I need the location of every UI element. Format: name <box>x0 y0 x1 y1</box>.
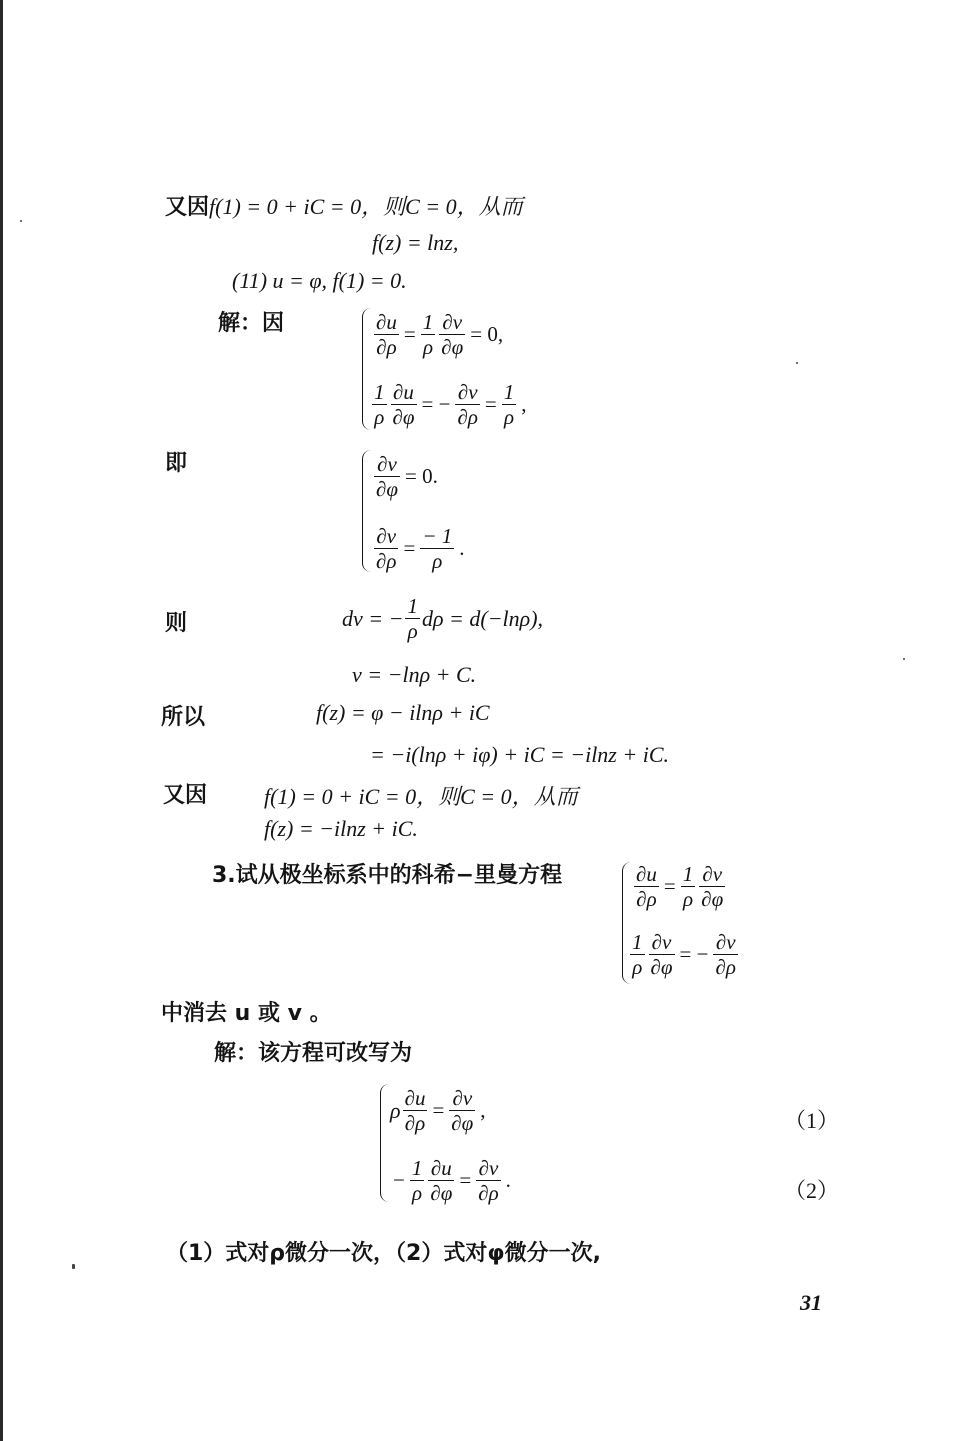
math-fz-lnz: f(z) = lnz, <box>372 230 459 255</box>
problem-11: (11) u = φ, f(1) = 0. <box>232 268 407 293</box>
final-line: （1）式对ρ微分一次，（2）式对φ微分一次, <box>166 1241 601 1266</box>
text-youyin: 又因 <box>165 195 210 220</box>
dv-drho-eq: $\frac{\partial v}{\partial\rho}$ = $\frac{- 1}{\rho}$ . <box>376 524 465 573</box>
line-youyin-1 <box>165 190 523 221</box>
cr-eq-1: $\frac{\partial u}{\partial\rho}$ = $\frac{1}{\rho}$ $\frac{\partial v}{\partial\varphi}$ = 0, <box>376 310 504 359</box>
label-solution-1: 解：因 <box>218 311 285 336</box>
scan-speck <box>72 1264 75 1269</box>
label-solution-2: 解：该方程可改写为 <box>214 1041 413 1066</box>
equation-number-2: （2） <box>784 1178 840 1203</box>
label-suoyi: 所以 <box>161 705 206 730</box>
eliminate-text: 中消去 u 或 v 。 <box>161 1001 332 1026</box>
scan-speck <box>796 362 798 364</box>
dv-integral: dv = − $\frac{1}{\rho}$ dρ = d(−lnρ), <box>342 594 544 643</box>
rewritten-eq-2: − $\frac{1}{\rho}$ $\frac{\partial u}{\partial\varphi}$ = $\frac{\partial v}{\partial\rho}$ . <box>393 1156 511 1205</box>
math-f1-condition: f(1) = 0 + iC = 0，则C = 0，从而 <box>209 194 523 219</box>
cr-eq-2: $\frac{1}{\rho}$ $\frac{\partial u}{\partial\varphi}$ = − $\frac{\partial v}{\partial\rho}$ = $\frac{1}{\rho}$ , <box>374 380 527 429</box>
scan-speck <box>903 658 905 660</box>
label-ze: 则 <box>165 611 188 636</box>
page-number: 31 <box>800 1290 822 1315</box>
f1-condition-2: f(1) = 0 + iC = 0，则C = 0，从而 <box>264 784 578 809</box>
label-youyin-2: 又因 <box>163 783 208 808</box>
label-ji: 即 <box>165 451 188 476</box>
polar-cr-eq-1: $\frac{\partial u}{\partial\rho}$ = $\frac{1}{\rho}$ $\frac{\partial v}{\partial\varphi}$ <box>636 862 724 911</box>
equation-number-1: （1） <box>784 1108 840 1133</box>
scan-edge <box>0 0 3 1441</box>
dv-dphi-eq: $\frac{\partial v}{\partial\varphi}$ = 0. <box>376 452 438 501</box>
brace-system-2 <box>362 450 371 572</box>
f-result: f(z) = −ilnz + iC. <box>264 816 418 841</box>
f-eq-line2: = −i(lnρ + iφ) + iC = −ilnz + iC. <box>370 742 669 767</box>
brace-system-4 <box>380 1084 389 1202</box>
polar-cr-eq-2: $\frac{1}{\rho}$ $\frac{\partial v}{\partial\varphi}$ = − $\frac{\partial v}{\partial\rho}$ <box>632 930 736 979</box>
f-eq-line1: f(z) = φ − ilnρ + iC <box>316 700 490 725</box>
problem-3: 3.试从极坐标系中的科希−里曼方程 <box>212 863 563 888</box>
scan-speck <box>20 220 22 222</box>
v-result: v = −lnρ + C. <box>352 662 477 687</box>
rewritten-eq-1: ρ $\frac{\partial u}{\partial\rho}$ = $\frac{\partial v}{\partial\varphi}$ , <box>390 1086 486 1135</box>
